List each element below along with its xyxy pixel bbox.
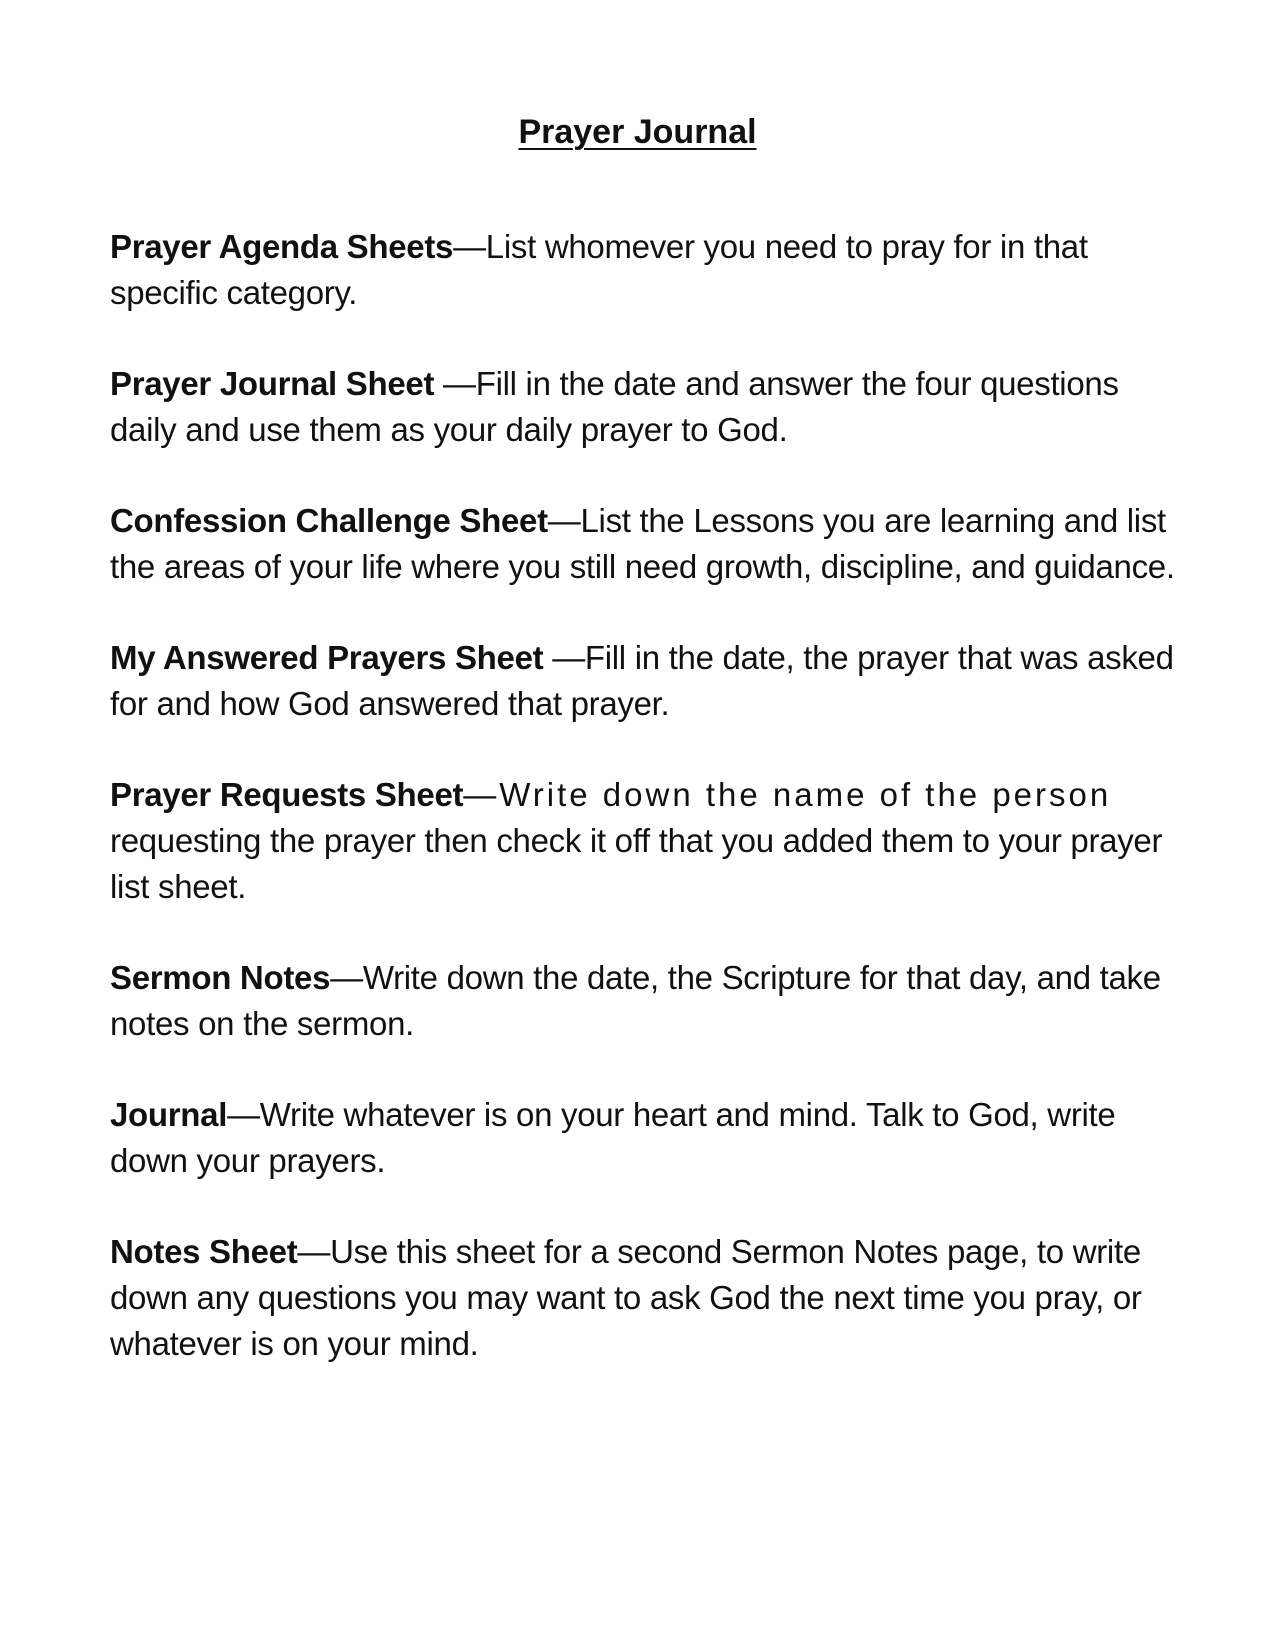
- entry-description: —List whomever you need to pray for in that specific category.: [110, 228, 1088, 311]
- entry-prayer-agenda-sheets: [110, 224, 1180, 316]
- entry-term: Prayer Agenda Sheets: [110, 228, 454, 265]
- entry-term: Journal: [110, 1096, 228, 1133]
- entry-sermon-notes: [110, 955, 1180, 1047]
- entry-term: My Answered Prayers Sheet: [110, 639, 553, 676]
- entry-prayer-journal-sheet: [110, 361, 1180, 453]
- entry-journal: [110, 1092, 1180, 1184]
- page-title: [0, 108, 1275, 156]
- entry-my-answered-prayers-sheet: [110, 635, 1180, 727]
- entry-list: [110, 224, 1180, 1412]
- entry-description: —Fill in the date and answer the four questions daily and use them as your daily prayer to God.: [110, 365, 1119, 448]
- entry-description: —Write whatever is on your heart and mind. Talk to God, write down your prayers.: [110, 1096, 1116, 1179]
- entry-confession-challenge-sheet: [110, 498, 1180, 590]
- entry-term: Notes Sheet: [110, 1233, 298, 1270]
- entry-term: Prayer Requests Sheet: [110, 776, 464, 813]
- entry-notes-sheet: [110, 1229, 1180, 1367]
- entry-description: —Fill in the date, the prayer that was asked for and how God answered that prayer.: [110, 639, 1174, 722]
- entry-description-spaced: —Write down the name of the person: [463, 776, 1112, 813]
- page-title-text: Prayer Journal: [518, 113, 757, 151]
- entry-term: Confession Challenge Sheet: [110, 502, 548, 539]
- entry-term: Sermon Notes: [110, 959, 331, 996]
- entry-description: —Write down the date, the Scripture for that day, and take notes on the sermon.: [110, 959, 1161, 1042]
- entry-prayer-requests-sheet: [110, 772, 1180, 910]
- entry-description: requesting the prayer then check it off that you added them to your prayer list sheet.: [110, 822, 1163, 905]
- entry-description: —Use this sheet for a second Sermon Notes page, to write down any questions you may want to ask God the next time you pray, or whatever is on your mind.: [110, 1233, 1142, 1362]
- entry-description: —List the Lessons you are learning and list the areas of your life where you still need growth, discipline, and guidance.: [110, 502, 1175, 585]
- entry-term: Prayer Journal Sheet: [110, 365, 444, 402]
